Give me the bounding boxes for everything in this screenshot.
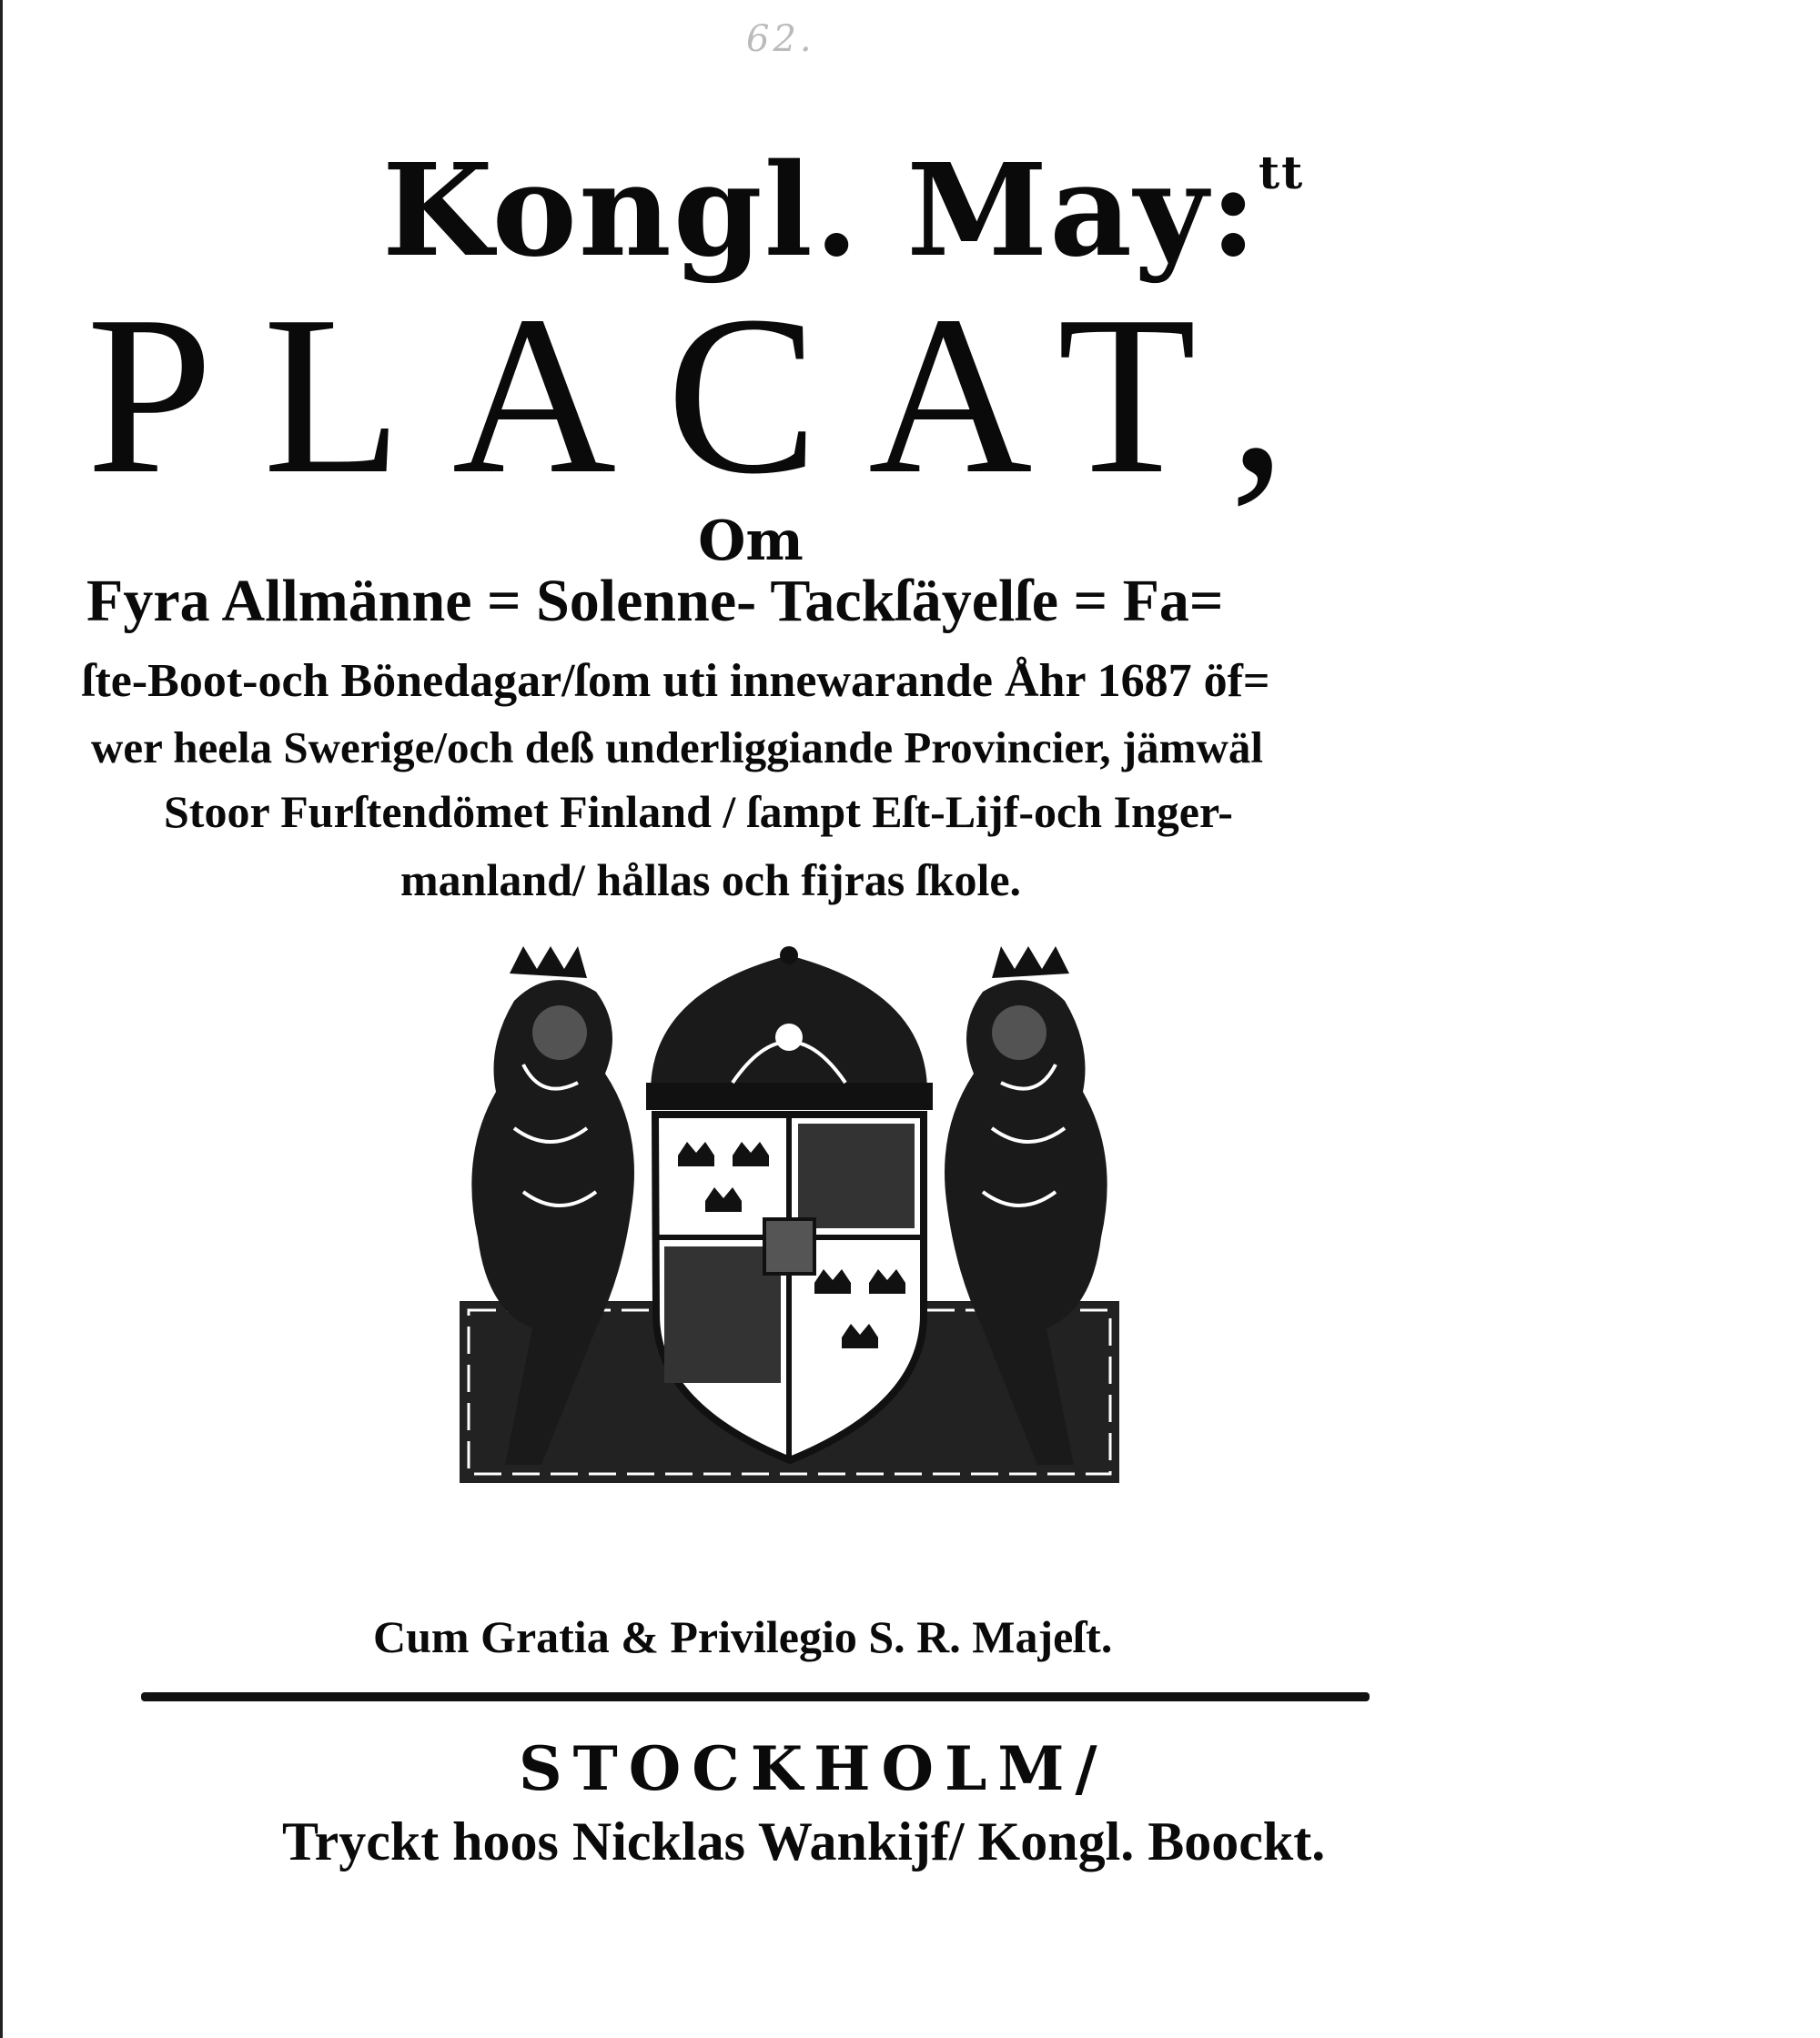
- body-line-2: ſte-Boot-och Bönedagar/ſom uti innewarande Åhr 1687 öf=: [82, 655, 1270, 707]
- coat-of-arms-icon: [460, 946, 1119, 1492]
- title: [382, 136, 1565, 286]
- body-line-5: manland/ hållas och fijras ſkole.: [400, 854, 1022, 905]
- title-text: Kongl. May:: [382, 136, 1259, 286]
- page-edge: [0, 0, 3, 2038]
- heading: PLACAT,: [86, 269, 1337, 521]
- body-line-1: Fyra Allmänne = Solenne- Tackſäyelſe = Fa=: [86, 568, 1224, 634]
- horizontal-rule: [141, 1692, 1370, 1701]
- preposition: Om: [698, 510, 804, 573]
- body-line-4: Stoor Furſtendömet Finland / ſampt Eſt-Lijf-och Inger-: [164, 786, 1233, 837]
- crown-icon: [646, 946, 933, 1110]
- privilege-line: Cum Gratia & Privilegio S. R. Majeſt.: [373, 1611, 1113, 1662]
- body-line-3: wer heela Swerige/och deß underliggiande Provincier, jämwäl: [91, 722, 1263, 772]
- imprint-city: STOCKHOLM/: [519, 1733, 1108, 1804]
- pencil-note: 62.: [746, 18, 815, 60]
- imprint-printer: Tryckt hoos Nicklas Wankijf/ Kongl. Boockt.: [282, 1811, 1326, 1872]
- title-superscript: tt: [1259, 146, 1305, 199]
